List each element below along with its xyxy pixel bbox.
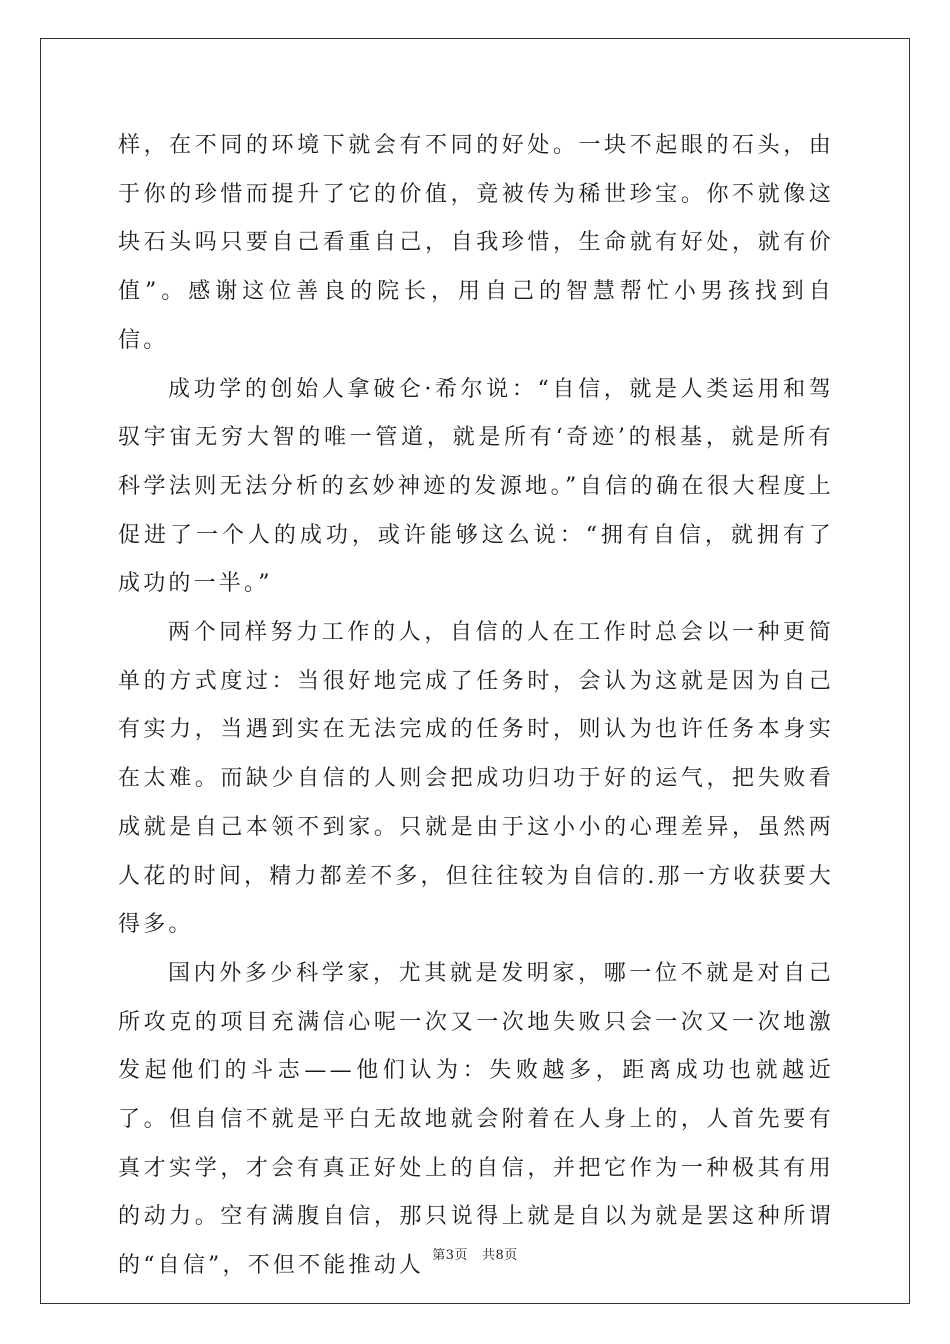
paragraph-3: 两个同样努力工作的人，自信的人在工作时总会以一种更简单的方式度过：当很好地完成了任务时，会认为这就是因为自己有实力，当遇到实在无法完成的任务时，则认为也许任务本身实在太难。而缺少自信的人则会把成功归功于好的运气，把失败看成就是自己本领不到家。只就是由于这小小的心理差异，虽然两人花的时间，精力都差不多，但往往较为自信的.那一方收获要大得多。 [118,620,834,938]
document-body [118,122,834,1291]
paragraph-1: 样，在不同的环境下就会有不同的好处。一块不起眼的石头，由于你的珍惜而提升了它的价值，竟被传为稀世珍宝。你不就像这块石头吗只要自己看重自己，自我珍惜，生命就有好处，就有价值”。感谢这位善良的院长，用自己的智慧帮忙小男孩找到自信。 [118,133,834,353]
page-total: 共8页 [482,1248,518,1263]
paragraph-4: 国内外多少科学家，尤其就是发明家，哪一位不就是对自己所攻克的项目充满信心呢一次又一次地失败只会一次又一次地激发起他们的斗志——他们认为：失败越多，距离成功也就越近了。但自信不就是平白无故地就会附着在人身上的，人首先要有真才实学，才会有真正好处上的自信，并把它作为一种极其有用的动力。空有满腹自信，那只说得上就是自以为就是罢这种所谓的“自信”，不但不能推动人 [118,960,834,1279]
page-footer [0,1244,950,1263]
paragraph-2: 成功学的创始人拿破仑·希尔说：“自信，就是人类运用和驾驭宇宙无穷大智的唯一管道，就是所有‘奇迹’的根基，就是所有科学法则无法分析的玄妙神迹的发源地。”自信的确在很大程度上促进了一个人的成功，或许能够这么说：“拥有自信，就拥有了成功的一半。” [118,376,834,597]
page-number: 第3页 [432,1248,468,1263]
